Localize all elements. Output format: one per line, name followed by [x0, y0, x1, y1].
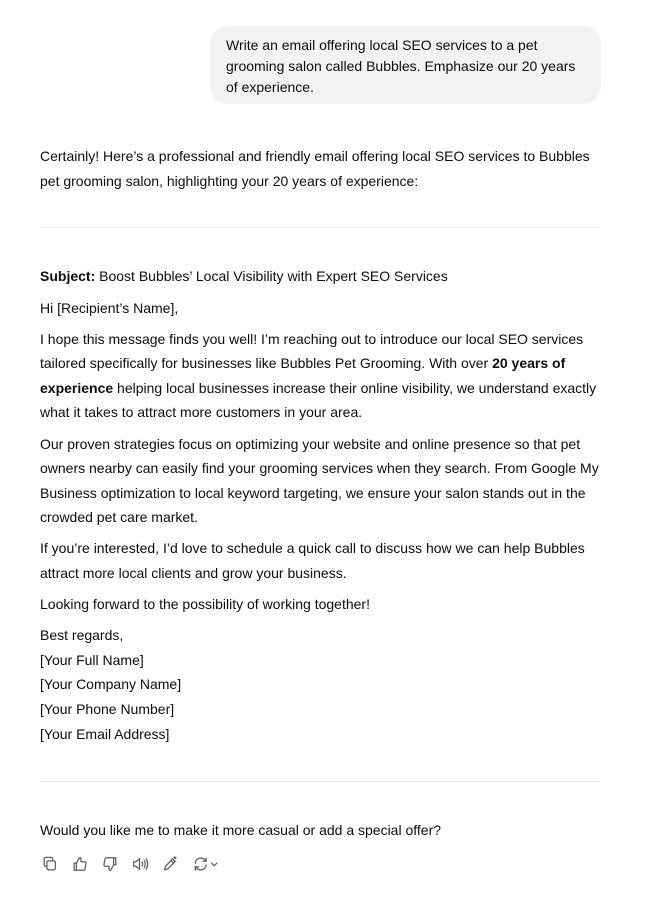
thumbs-down-icon	[101, 855, 119, 873]
divider	[40, 227, 600, 228]
copy-button[interactable]	[40, 854, 60, 874]
email-paragraph-3: If you’re interested, I’d love to schedule a quick call to discuss how we can help Bubbles attract more local clients and grow your business.	[40, 540, 585, 582]
p1-bold-text: 20 years of experience	[40, 355, 566, 396]
email-subject	[40, 264, 600, 289]
p1-text-after: helping local businesses increase their online visibility, we understand exactly what it takes to attract more customers in your area.	[40, 379, 597, 421]
read-aloud-icon	[131, 855, 149, 873]
subject-label: Subject:	[40, 268, 96, 284]
assistant-followup: Would you like me to make it more casual or add a special offer?	[40, 822, 442, 838]
edit-button[interactable]	[160, 854, 180, 874]
thumbs-up-button[interactable]	[70, 854, 90, 874]
assistant-intro: Certainly! Here’s a professional and friendly email offering local SEO services to Bubbles pet grooming salon, highlighting your 20 years of experience:	[40, 148, 590, 189]
edit-icon	[161, 855, 179, 873]
signature-phone: [Your Phone Number]	[40, 701, 175, 717]
signature-name: [Your Full Name]	[40, 651, 144, 668]
email-draft	[40, 264, 600, 753]
copy-icon	[41, 855, 59, 873]
user-message-line: of experience.	[226, 79, 314, 95]
signature-company: [Your Company Name]	[40, 676, 182, 693]
user-message-bubble	[210, 26, 601, 104]
email-paragraph-1	[40, 327, 600, 425]
thumbs-down-button[interactable]	[100, 854, 120, 874]
message-actions	[40, 854, 234, 874]
divider	[40, 781, 600, 782]
signature-closing: Best regards,	[40, 627, 124, 644]
regenerate-button[interactable]	[190, 854, 224, 874]
thumbs-up-icon	[71, 855, 89, 873]
email-paragraph-2: Our proven strategies focus on optimizing your website and online presence so that pet owners nearby can easily find your grooming services when they search. From Google My Business optimization to local keyword targeting, we ensure your salon stands out in the crowded pet care market.	[40, 435, 599, 526]
email-greeting: Hi [Recipient’s Name],	[40, 299, 179, 316]
signature-email: [Your Email Address]	[40, 725, 170, 742]
email-signature	[40, 623, 600, 746]
user-message-line: Write an email offering local SEO services to a pet	[226, 37, 538, 53]
read-aloud-button[interactable]	[130, 854, 150, 874]
regenerate-icon	[190, 855, 224, 873]
user-message-line: grooming salon called Bubbles. Emphasize our 20 years	[226, 58, 576, 74]
p1-text-before: I hope this message finds you well! I’m reaching out to introduce our local SEO services tailored specifically for businesses like Bubbles Pet Grooming. With over	[40, 330, 584, 372]
email-paragraph-4: Looking forward to the possibility of working together!	[40, 596, 370, 613]
subject-text: Boost Bubbles’ Local Visibility with Expert SEO Services	[95, 268, 448, 284]
